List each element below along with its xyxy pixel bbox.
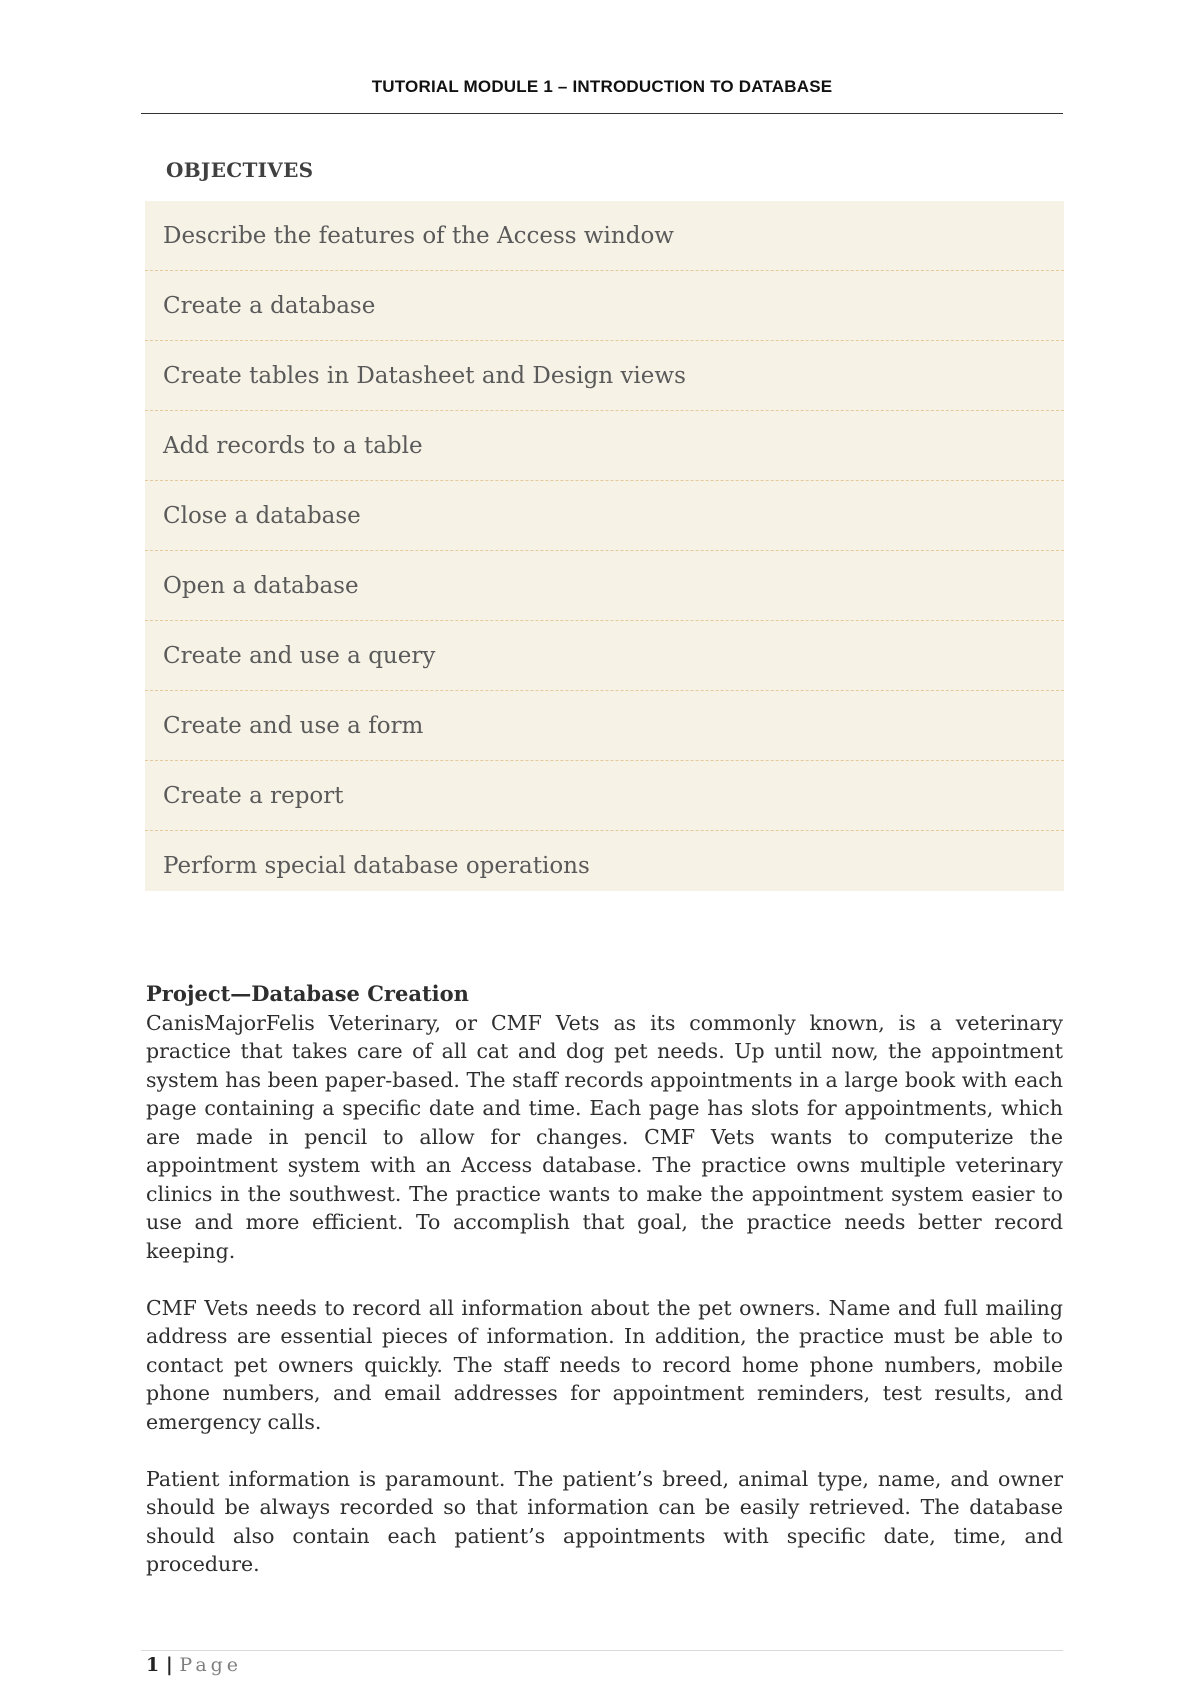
objective-item: Create tables in Datasheet and Design views — [145, 341, 1064, 411]
project-title: Project—Database Creation — [146, 981, 469, 1006]
objective-item: Close a database — [145, 481, 1064, 551]
page-label: Page — [179, 1654, 243, 1676]
footer-divider — [141, 1650, 1063, 1651]
objectives-heading: OBJECTIVES — [166, 158, 314, 182]
project-paragraph: CanisMajorFelis Veterinary, or CMF Vets as its commonly known, is a veterinary practice that takes care of all cat and dog pet needs. Up until now, the appointment system has been paper-based. The staff records appointments in a large book with each page containing a specific date and time. Each page has slots for appointments, which are made in pencil to allow for changes. CMF Vets wants to computerize the appointment system with an Access database. The practice owns multiple veterinary clinics in the southwest. The practice wants to make the appointment system easier to use and more efficient. To accomplish that goal, the practice needs better record keeping. — [146, 1010, 1063, 1263]
project-paragraph: Patient information is paramount. The patient’s breed, animal type, name, and owner should be always recorded so that information can be easily retrieved. The database should also contain each patient’s appointments with specific date, time, and procedure. — [146, 1466, 1063, 1576]
objective-item: Describe the features of the Access window — [145, 201, 1064, 271]
page-footer — [146, 1654, 242, 1676]
project-section — [146, 980, 1063, 1607]
objective-item: Create a database — [145, 271, 1064, 341]
project-paragraph: CMF Vets needs to record all information about the pet owners. Name and full mailing address are essential pieces of information. In addition, the practice must be able to contact pet owners quickly. The staff needs to record home phone numbers, mobile phone numbers, and email addresses for appointment reminders, test results, and emergency calls. — [146, 1295, 1063, 1434]
objective-item: Create and use a query — [145, 621, 1064, 691]
objective-item: Perform special database operations — [163, 853, 590, 879]
page-header — [141, 66, 1063, 114]
objective-item: Create a report — [145, 761, 1064, 831]
objective-item: Create and use a form — [145, 691, 1064, 761]
objective-item: Add records to a table — [145, 411, 1064, 481]
objective-item: Open a database — [145, 551, 1064, 621]
objectives-list — [145, 201, 1064, 891]
page-number: 1 — [146, 1654, 160, 1676]
header-title: TUTORIAL MODULE 1 – INTRODUCTION TO DATABASE — [371, 77, 833, 96]
page-separator: | — [159, 1654, 180, 1676]
